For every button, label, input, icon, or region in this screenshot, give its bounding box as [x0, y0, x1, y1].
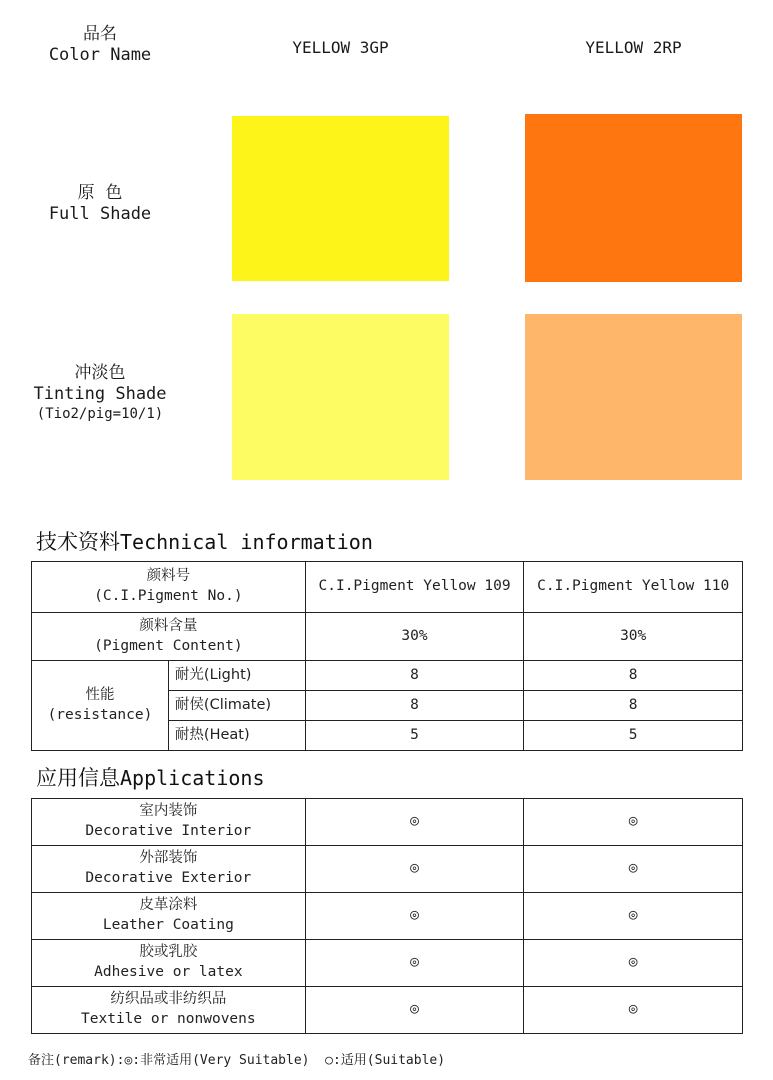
suitability-mark: ◎	[524, 940, 743, 987]
technical-title-cn: 技术资料	[36, 530, 120, 554]
resistance-heat-label: 耐热(Heat)	[168, 721, 305, 751]
resistance-label-en: (resistance)	[47, 706, 153, 723]
resistance-heat-value-2: 5	[524, 721, 743, 751]
resistance-light-value-1: 8	[305, 661, 524, 691]
application-label-en: Decorative Exterior	[85, 870, 252, 886]
application-label-en: Decorative Interior	[85, 823, 252, 839]
pigment-no-value-2: C.I.Pigment Yellow 110	[524, 562, 743, 613]
suitability-mark: ◎	[524, 893, 743, 940]
application-label	[32, 893, 306, 940]
applications-title	[36, 762, 265, 792]
tint-shade-swatch-1	[232, 314, 449, 480]
suitability-mark: ◎	[305, 893, 524, 940]
resistance-light-label: 耐光(Light)	[168, 661, 305, 691]
table-row	[32, 799, 743, 846]
resistance-climate-label: 耐侯(Climate)	[168, 691, 305, 721]
tint-shade-label	[20, 363, 180, 423]
application-label	[32, 940, 306, 987]
resistance-light-value-2: 8	[524, 661, 743, 691]
product-name-1: YELLOW 3GP	[292, 38, 389, 57]
suitability-mark: ◎	[305, 987, 524, 1034]
table-row	[32, 940, 743, 987]
tint-shade-swatch-2	[525, 314, 742, 480]
suitability-mark: ◎	[305, 940, 524, 987]
application-label-en: Adhesive or latex	[94, 964, 243, 980]
applications-title-cn: 应用信息	[36, 766, 120, 790]
tint-shade-label-en: Tinting Shade	[33, 384, 167, 405]
technical-title	[36, 526, 373, 556]
tint-shade-label-cn: 冲淡色	[74, 363, 126, 383]
pigment-no-label	[32, 562, 306, 613]
full-shade-label-cn: 原 色	[77, 183, 123, 203]
pigment-content-label-en: (Pigment Content)	[94, 637, 243, 654]
suitability-mark: ◎	[524, 846, 743, 893]
application-label-en: Textile or nonwovens	[81, 1011, 256, 1027]
application-label-cn: 纺织品或非纺织品	[110, 991, 227, 1008]
full-shade-swatch-2	[525, 114, 742, 282]
table-row	[32, 562, 743, 613]
full-shade-label	[30, 183, 170, 226]
application-label	[32, 846, 306, 893]
color-name-label-cn: 品名	[83, 24, 117, 44]
pigment-no-label-cn: 颜料号	[146, 568, 191, 585]
pigment-no-label-en: (C.I.Pigment No.)	[94, 588, 243, 604]
table-row	[32, 613, 743, 661]
remark-note: 备注(remark):◎:非常适用(Very Suitable) ○:适用(Suitable)	[28, 1053, 446, 1068]
resistance-climate-value-2: 8	[524, 691, 743, 721]
application-label-cn: 胶或乳胶	[139, 944, 198, 961]
tint-shade-label-note: (Tio2/pig=10/1)	[36, 405, 164, 422]
table-row	[32, 987, 743, 1034]
table-row	[32, 893, 743, 940]
application-label-cn: 皮革涂料	[139, 897, 198, 914]
suitability-mark: ◎	[305, 846, 524, 893]
table-row	[32, 846, 743, 893]
applications-title-en: Applications	[120, 766, 265, 790]
full-shade-label-en: Full Shade	[48, 204, 152, 225]
pigment-content-label	[32, 613, 306, 661]
technical-title-en: Technical information	[120, 530, 373, 554]
pigment-content-value-1: 30%	[305, 613, 524, 661]
pigment-no-value-1: C.I.Pigment Yellow 109	[305, 562, 524, 613]
table-row	[32, 661, 743, 691]
application-label	[32, 987, 306, 1034]
pigment-content-label-cn: 颜料含量	[139, 617, 198, 634]
suitability-mark: ◎	[305, 799, 524, 846]
full-shade-swatch-1	[232, 116, 449, 281]
application-label-cn: 室内装饰	[139, 803, 198, 820]
color-name-label-en: Color Name	[48, 45, 152, 66]
color-name-label	[30, 24, 170, 67]
applications-table	[31, 798, 743, 1034]
application-label-en: Leather Coating	[102, 917, 234, 933]
resistance-label-cn: 性能	[85, 686, 115, 703]
product-name-2: YELLOW 2RP	[585, 38, 682, 57]
suitability-mark: ◎	[524, 987, 743, 1034]
application-label	[32, 799, 306, 846]
suitability-mark: ◎	[524, 799, 743, 846]
resistance-climate-value-1: 8	[305, 691, 524, 721]
resistance-label	[32, 661, 169, 751]
application-label-cn: 外部装饰	[139, 850, 198, 867]
pigment-content-value-2: 30%	[524, 613, 743, 661]
technical-table	[31, 561, 743, 751]
resistance-heat-value-1: 5	[305, 721, 524, 751]
